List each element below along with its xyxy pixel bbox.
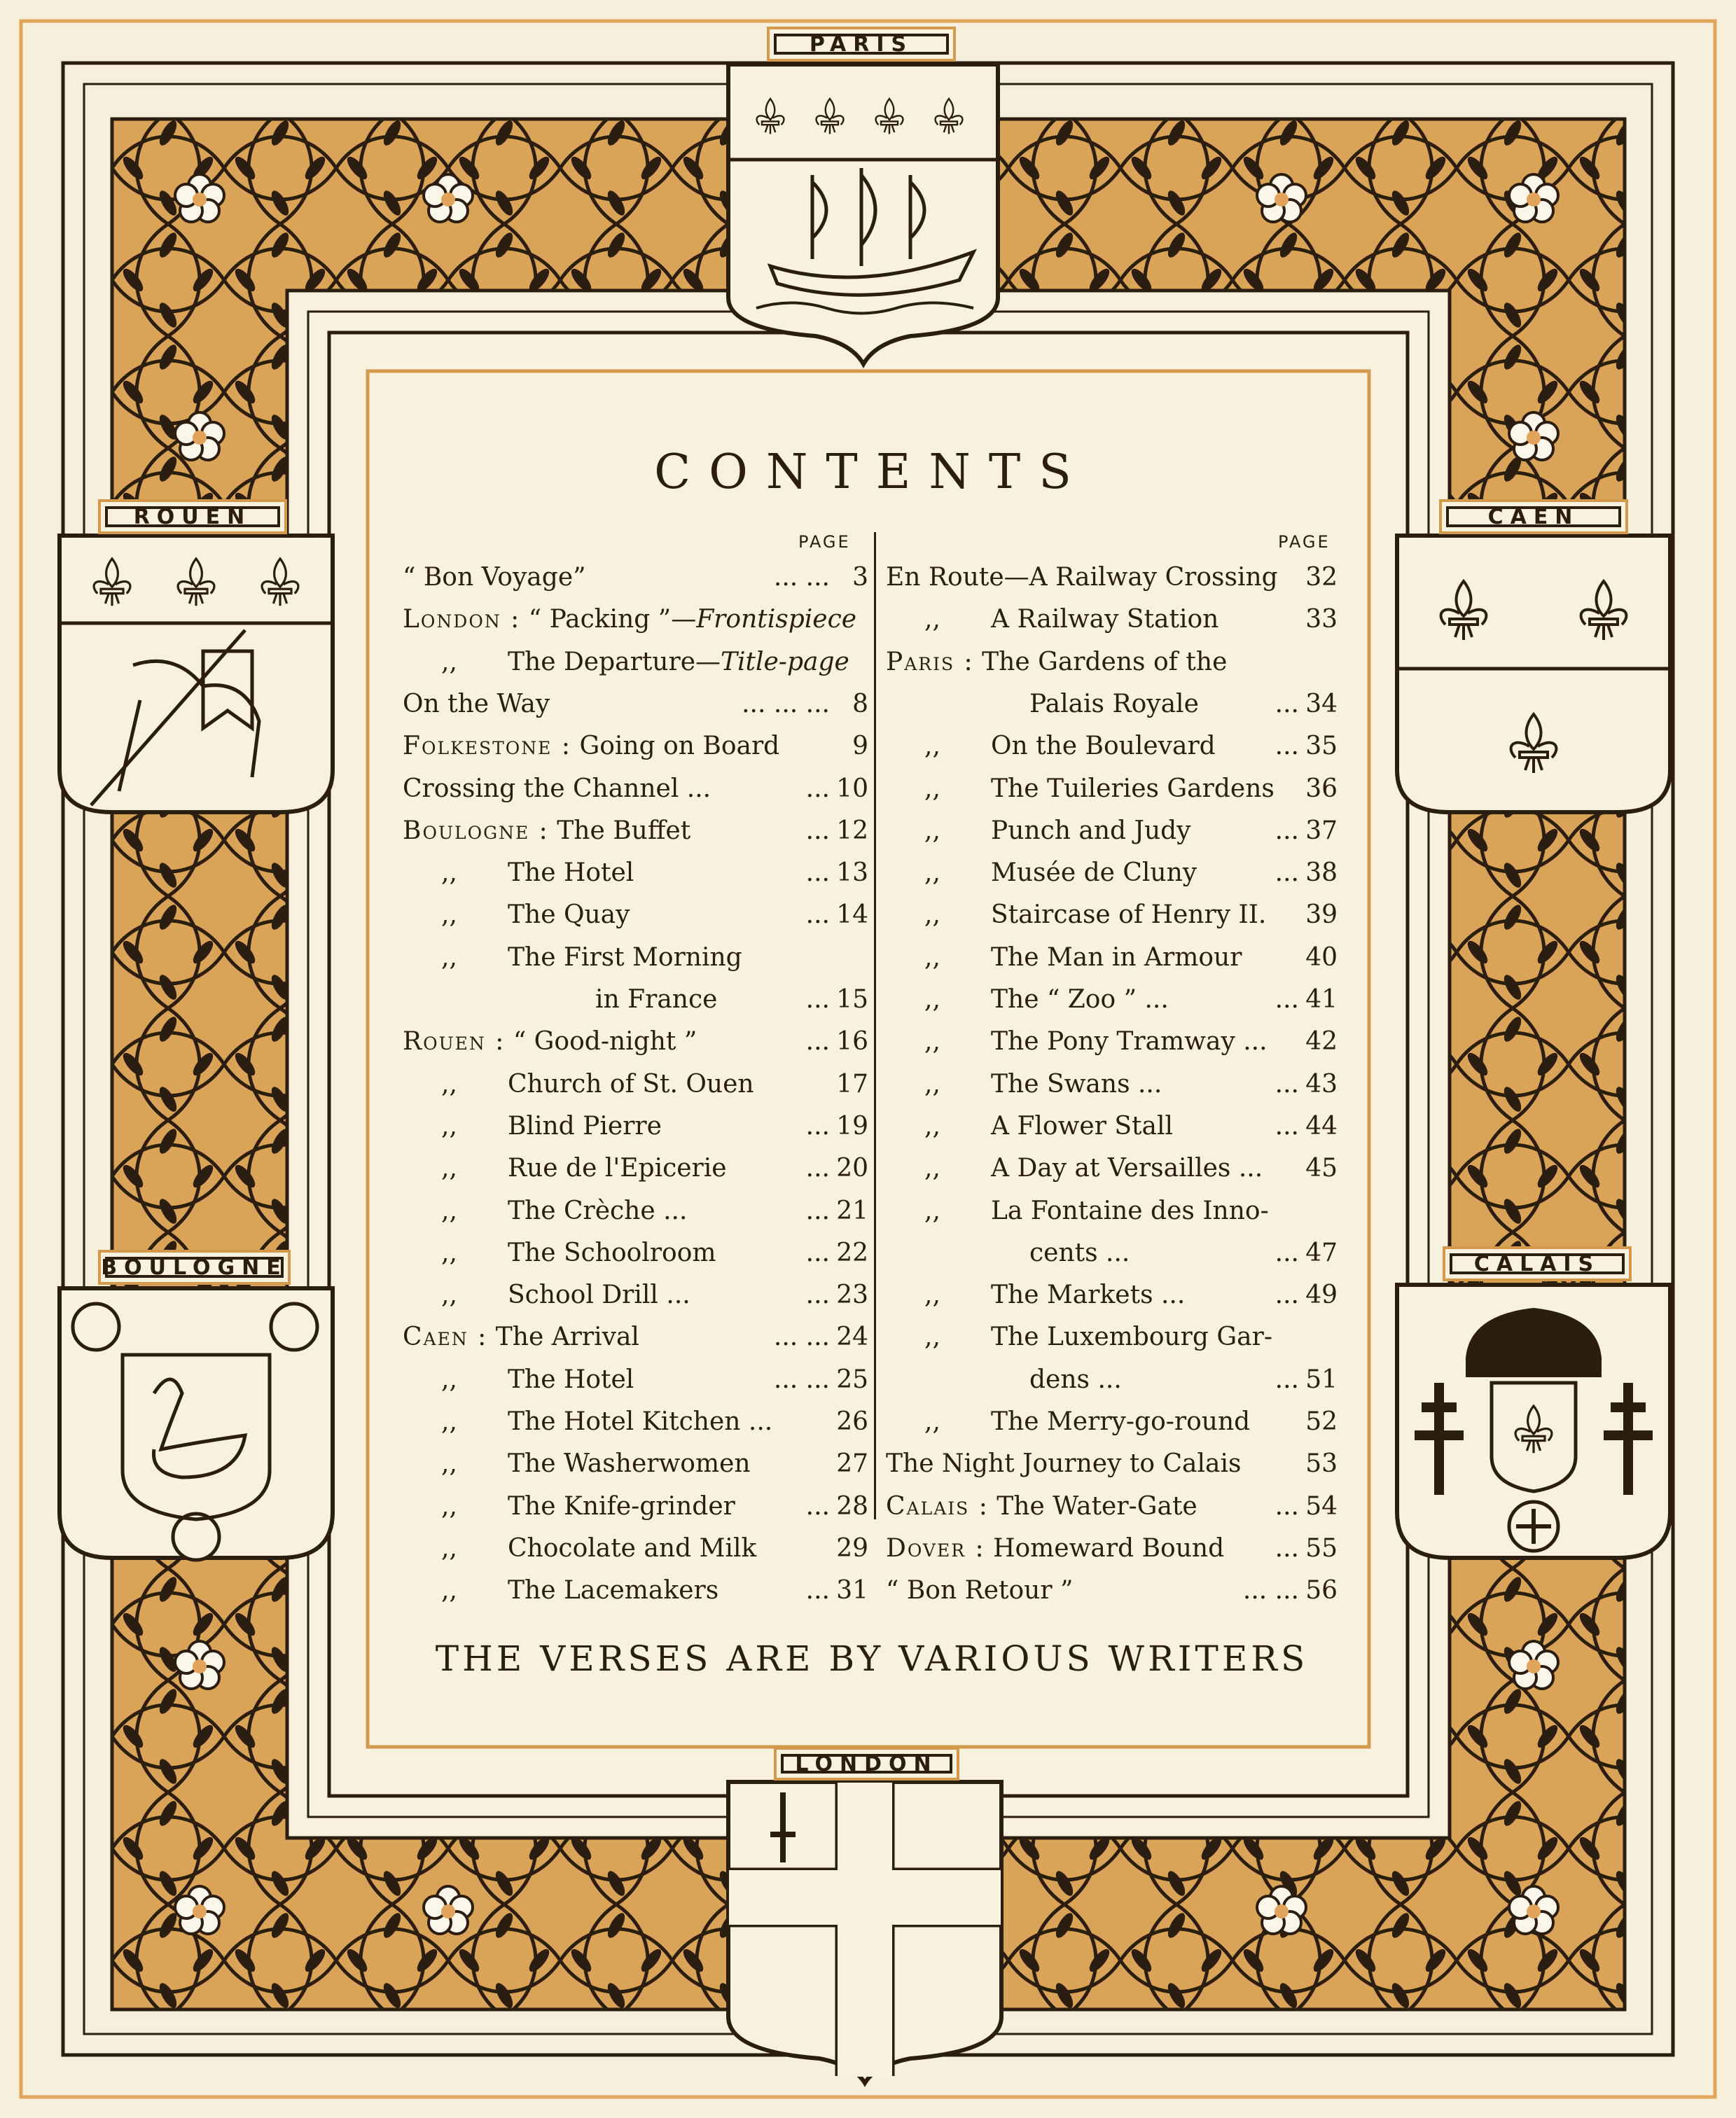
entry-title: Musée de Cluny: [991, 858, 1197, 888]
column-divider: [874, 532, 876, 1519]
entry-leader-dots: ...: [805, 1238, 830, 1267]
entry-title: The Quay: [508, 900, 630, 930]
entry-title: The Crèche ...: [508, 1196, 688, 1225]
entry-title: The Pony Tramway ...: [991, 1027, 1268, 1057]
right-page-column-label: PAGE: [1278, 532, 1331, 552]
entry-leader-dots: ... ...: [773, 1365, 830, 1394]
entry-leader-dots: ...: [805, 1027, 830, 1057]
contents-entry: [886, 1023, 1338, 1061]
entry-leader-dots: ...: [805, 985, 830, 1014]
contents-entry: [403, 1066, 868, 1103]
contents-entry: [403, 1488, 868, 1526]
entry-ditto-mark: ,,: [924, 1154, 940, 1183]
entry-ditto-mark: ,,: [441, 942, 457, 972]
entry-page-number: 36: [1305, 774, 1338, 803]
entry-page-number: 27: [836, 1449, 868, 1479]
entry-page-number: 43: [1305, 1069, 1338, 1099]
verses-note: THE VERSES ARE BY VARIOUS WRITERS: [435, 1638, 1309, 1679]
entry-ditto-mark: ,,: [924, 1196, 940, 1225]
contents-entry: [403, 1361, 868, 1399]
entry-title: A Railway Station: [991, 605, 1219, 634]
entry-page-number: 10: [836, 774, 868, 803]
entry-ditto-mark: ,,: [441, 1576, 457, 1605]
entry-title: The “ Zoo ” ...: [991, 985, 1169, 1014]
entry-title: On the Way: [403, 689, 550, 718]
entry-ditto-mark: ,,: [924, 816, 940, 845]
entry-page-number: 37: [1305, 816, 1338, 845]
contents-entry: [403, 601, 868, 639]
london-shield: [728, 1782, 1001, 2083]
entry-place: Caen :: [403, 1323, 488, 1352]
entry-page-number: 53: [1305, 1449, 1338, 1479]
entry-title: A Flower Stall: [991, 1111, 1173, 1141]
entry-page-number: 47: [1305, 1238, 1338, 1267]
entry-leader-dots: ...: [805, 1576, 830, 1605]
entry-title: The Knife-grinder: [508, 1491, 735, 1521]
entry-page-number: 8: [852, 689, 868, 718]
contents-entry: [403, 1403, 868, 1441]
contents-panel: [392, 392, 1352, 1694]
contents-entry: [886, 643, 1338, 681]
label-caen: CAEN: [1439, 499, 1628, 534]
entry-title: “ Bon Voyage”: [403, 563, 586, 592]
contents-entry: [403, 1192, 868, 1230]
entry-ditto-mark: ,,: [441, 1196, 457, 1225]
entry-ditto-mark: ,,: [924, 942, 940, 972]
entry-page-number: 22: [836, 1238, 868, 1267]
contents-entry: [886, 1318, 1338, 1356]
entry-ditto-mark: ,,: [441, 1281, 457, 1310]
entry-leader-dots: ...: [1275, 1491, 1299, 1521]
boulogne-shield: [60, 1288, 333, 1560]
contents-entry: [403, 981, 868, 1019]
entry-leader-dots: ...: [1275, 1238, 1299, 1267]
entry-page-number: 17: [836, 1069, 868, 1099]
entry-leader-dots: ...: [1275, 1533, 1299, 1563]
entry-title: The Night Journey to Calais: [886, 1449, 1242, 1479]
entry-page-number: 41: [1305, 985, 1338, 1014]
entry-leader-dots: ... ... ...: [742, 689, 830, 718]
contents-entry: [886, 727, 1338, 765]
entry-title: The Washerwomen: [508, 1449, 751, 1479]
entry-place: Boulogne :: [403, 816, 549, 845]
entry-ditto-mark: ,,: [441, 900, 457, 930]
contents-entry: [886, 1234, 1338, 1272]
entry-title: The Lacemakers: [508, 1576, 719, 1605]
contents-entry: [403, 1276, 868, 1314]
entry-title: En Route—A Railway Crossing: [886, 563, 1278, 592]
entry-title: On the Boulevard: [991, 732, 1216, 761]
entry-place: Calais :: [886, 1491, 989, 1521]
entry-ditto-mark: ,,: [924, 774, 940, 803]
entry-title: Going on Board: [579, 732, 780, 761]
entry-page-number: 55: [1305, 1533, 1338, 1563]
entry-page-number: 21: [836, 1196, 868, 1225]
contents-entry: [403, 1445, 868, 1483]
contents-entry: [403, 1572, 868, 1610]
entry-ditto-mark: ,,: [441, 1238, 457, 1267]
entry-leader-dots: ...: [1275, 1069, 1299, 1099]
contents-entry: [886, 1066, 1338, 1103]
entry-page-number: 52: [1305, 1407, 1338, 1436]
entry-page-number: 45: [1305, 1154, 1338, 1183]
contents-entry: [886, 981, 1338, 1019]
entry-title: Chocolate and Milk: [508, 1533, 757, 1563]
label-boulogne: BOULOGNE: [98, 1250, 291, 1285]
entry-page-number: 12: [836, 816, 868, 845]
entry-ditto-mark: ,,: [924, 985, 940, 1014]
entry-title: “ Packing ”—: [528, 605, 697, 634]
entry-ditto-mark: ,,: [924, 900, 940, 930]
caen-shield: [1397, 536, 1670, 812]
entry-title: cents ...: [1029, 1238, 1130, 1267]
entry-page-number: 33: [1305, 605, 1338, 634]
entry-title: Blind Pierre: [508, 1111, 662, 1141]
entry-page-number: 42: [1305, 1027, 1338, 1057]
entry-page-number: 26: [836, 1407, 868, 1436]
entry-page-number: 24: [836, 1323, 868, 1352]
entry-page-number: 23: [836, 1281, 868, 1310]
entry-page-number: 15: [836, 985, 868, 1014]
contents-entry: [886, 812, 1338, 850]
entry-leader-dots: ...: [805, 1196, 830, 1225]
entry-title: “ Good-night ”: [513, 1027, 697, 1057]
contents-entry: [886, 939, 1338, 977]
contents-entry: [886, 854, 1338, 892]
entry-ditto-mark: ,,: [441, 1407, 457, 1436]
entry-title: La Fontaine des Inno-: [991, 1196, 1269, 1225]
contents-entry: [403, 1318, 868, 1356]
entry-ditto-mark: ,,: [924, 1069, 940, 1099]
contents-entry: [403, 643, 868, 681]
contents-entry: [403, 1150, 868, 1187]
contents-entry: [403, 854, 868, 892]
entry-title: in France: [595, 985, 718, 1014]
entry-leader-dots: ...: [805, 900, 830, 930]
entry-page-number: 20: [836, 1154, 868, 1183]
entry-page-number: 32: [1305, 563, 1338, 592]
entry-ditto-mark: ,,: [924, 1281, 940, 1310]
entry-title: School Drill ...: [508, 1281, 690, 1310]
entry-leader-dots: ...: [805, 1281, 830, 1310]
entry-page-number: 51: [1305, 1365, 1338, 1394]
entry-leader-dots: ...: [805, 1491, 830, 1521]
contents-entry: [886, 685, 1338, 723]
contents-entry: [886, 1108, 1338, 1145]
entry-title: The Luxembourg Gar-: [991, 1323, 1272, 1352]
entry-place: Folkestone :: [403, 732, 571, 761]
entry-ditto-mark: ,,: [441, 1449, 457, 1479]
entry-ditto-mark: ,,: [924, 732, 940, 761]
contents-entry: [403, 727, 868, 765]
entry-title: The Water-Gate: [997, 1491, 1197, 1521]
entry-title: The Hotel: [508, 858, 634, 888]
entry-place: Paris :: [886, 647, 974, 676]
entry-leader-dots: ...: [1275, 1365, 1299, 1394]
entry-page-number: 39: [1305, 900, 1338, 930]
contents-entry: [886, 601, 1338, 639]
entry-title: The Man in Armour: [991, 942, 1242, 972]
contents-entry: [403, 770, 868, 808]
entry-leader-dots: ...: [805, 1111, 830, 1141]
entry-ditto-mark: ,,: [441, 1365, 457, 1394]
entry-title: Punch and Judy: [991, 816, 1191, 845]
entry-page-number: 38: [1305, 858, 1338, 888]
entry-page-number: 34: [1305, 689, 1338, 718]
entry-ditto-mark: ,,: [441, 647, 457, 676]
entry-ditto-mark: ,,: [441, 1491, 457, 1521]
paris-shield: [728, 64, 998, 364]
entry-leader-dots: ...: [1275, 1281, 1299, 1310]
contents-heading: CONTENTS: [654, 445, 1090, 500]
entry-ditto-mark: ,,: [924, 1407, 940, 1436]
entry-leader-dots: ... ...: [773, 1323, 830, 1352]
entry-page-number: 3: [852, 563, 868, 592]
entry-ditto-mark: ,,: [924, 1323, 940, 1352]
entry-title: The Arrival: [495, 1323, 639, 1352]
entry-title: The Schoolroom: [508, 1238, 716, 1267]
entry-page-number: 16: [836, 1027, 868, 1057]
label-paris: PARIS: [767, 27, 956, 62]
entry-page-number: 49: [1305, 1281, 1338, 1310]
contents-entry: [886, 1150, 1338, 1187]
entry-place: Rouen :: [403, 1027, 506, 1057]
label-rouen: ROUEN: [98, 499, 287, 534]
entry-ditto-mark: ,,: [924, 858, 940, 888]
entry-title: “ Bon Retour ”: [886, 1576, 1074, 1605]
entry-page-number: 31: [836, 1576, 868, 1605]
entry-leader-dots: ...: [1275, 816, 1299, 845]
entry-ditto-mark: ,,: [441, 1069, 457, 1099]
entry-title: The Departure—: [508, 647, 721, 676]
entry-ditto-mark: ,,: [441, 1111, 457, 1141]
entry-leader-dots: ...: [1275, 985, 1299, 1014]
entry-title: The Gardens of the: [982, 647, 1228, 676]
left-page-column-label: PAGE: [798, 532, 851, 552]
contents-entry: [886, 770, 1338, 808]
contents-entry: [886, 1445, 1338, 1483]
entry-title: Palais Royale: [1029, 689, 1199, 718]
entry-leader-dots: ...: [1275, 689, 1299, 718]
entry-ditto-mark: ,,: [441, 1533, 457, 1563]
entry-title: A Day at Versailles ...: [991, 1154, 1263, 1183]
entry-leader-dots: ...: [805, 858, 830, 888]
entry-ditto-mark: ,,: [924, 1111, 940, 1141]
contents-entry: [403, 1234, 868, 1272]
entry-page-number: 54: [1305, 1491, 1338, 1521]
entry-page-number: 13: [836, 858, 868, 888]
entry-title: The Swans ...: [991, 1069, 1162, 1099]
rouen-shield: [60, 536, 333, 812]
entry-page-number: 14: [836, 900, 868, 930]
entry-title: Staircase of Henry II.: [991, 900, 1267, 930]
contents-entry: [403, 559, 868, 597]
entry-leader-dots: ... ...: [773, 563, 830, 592]
contents-entry: [403, 939, 868, 977]
entry-title: Church of St. Ouen: [508, 1069, 754, 1099]
entry-title: Crossing the Channel ...: [403, 774, 711, 803]
entry-page-number: 29: [836, 1533, 868, 1563]
contents-entry: [403, 1108, 868, 1145]
entry-title: The Tuileries Gardens: [991, 774, 1275, 803]
entry-place: London :: [403, 605, 521, 634]
entry-leader-dots: ...: [805, 1154, 830, 1183]
entry-leader-dots: ...: [1275, 1111, 1299, 1141]
entry-page-number: 35: [1305, 732, 1338, 761]
entry-leader-dots: ...: [1275, 732, 1299, 761]
entry-leader-dots: ...: [1275, 858, 1299, 888]
entry-title: dens ...: [1029, 1365, 1122, 1394]
entry-page-number: 44: [1305, 1111, 1338, 1141]
entry-ditto-mark: ,,: [441, 858, 457, 888]
contents-entry: [886, 1488, 1338, 1526]
contents-entry: [886, 1572, 1338, 1610]
entry-leader-dots: ...: [805, 774, 830, 803]
entry-place: Dover :: [886, 1533, 985, 1563]
entry-title: Homeward Bound: [993, 1533, 1225, 1563]
contents-entry: [886, 1530, 1338, 1568]
contents-entry: [403, 685, 868, 723]
contents-entry: [403, 1530, 868, 1568]
entry-leader-dots: ...: [805, 816, 830, 845]
entry-page-number: 19: [836, 1111, 868, 1141]
entry-italic-note: Frontispiece: [696, 605, 857, 634]
contents-entry: [886, 896, 1338, 934]
contents-entry: [886, 1276, 1338, 1314]
entry-title: The Buffet: [557, 816, 691, 845]
entry-page-number: 28: [836, 1491, 868, 1521]
contents-entry: [886, 1192, 1338, 1230]
calais-shield: [1397, 1285, 1670, 1558]
contents-entry: [886, 1403, 1338, 1441]
contents-entry: [403, 1023, 868, 1061]
contents-entry: [886, 1361, 1338, 1399]
contents-entry: [403, 896, 868, 934]
label-london: LONDON: [774, 1747, 959, 1781]
entry-italic-note: Title-page: [721, 647, 849, 676]
contents-entry: [403, 812, 868, 850]
entry-title: The First Morning: [508, 942, 742, 972]
entry-title: Rue de l'Epicerie: [508, 1154, 727, 1183]
entry-ditto-mark: ,,: [441, 1154, 457, 1183]
entry-leader-dots: ... ...: [1242, 1576, 1299, 1605]
entry-page-number: 25: [836, 1365, 868, 1394]
entry-ditto-mark: ,,: [924, 605, 940, 634]
entry-page-number: 40: [1305, 942, 1338, 972]
entry-title: The Markets ...: [991, 1281, 1186, 1310]
entry-page-number: 9: [852, 732, 868, 761]
entry-page-number: 56: [1305, 1576, 1338, 1605]
entry-ditto-mark: ,,: [924, 1027, 940, 1057]
entry-title: The Hotel Kitchen ...: [508, 1407, 773, 1436]
entry-title: The Hotel: [508, 1365, 634, 1394]
contents-entry: [886, 559, 1338, 597]
label-calais: CALAIS: [1443, 1246, 1632, 1281]
entry-title: The Merry-go-round: [991, 1407, 1251, 1436]
